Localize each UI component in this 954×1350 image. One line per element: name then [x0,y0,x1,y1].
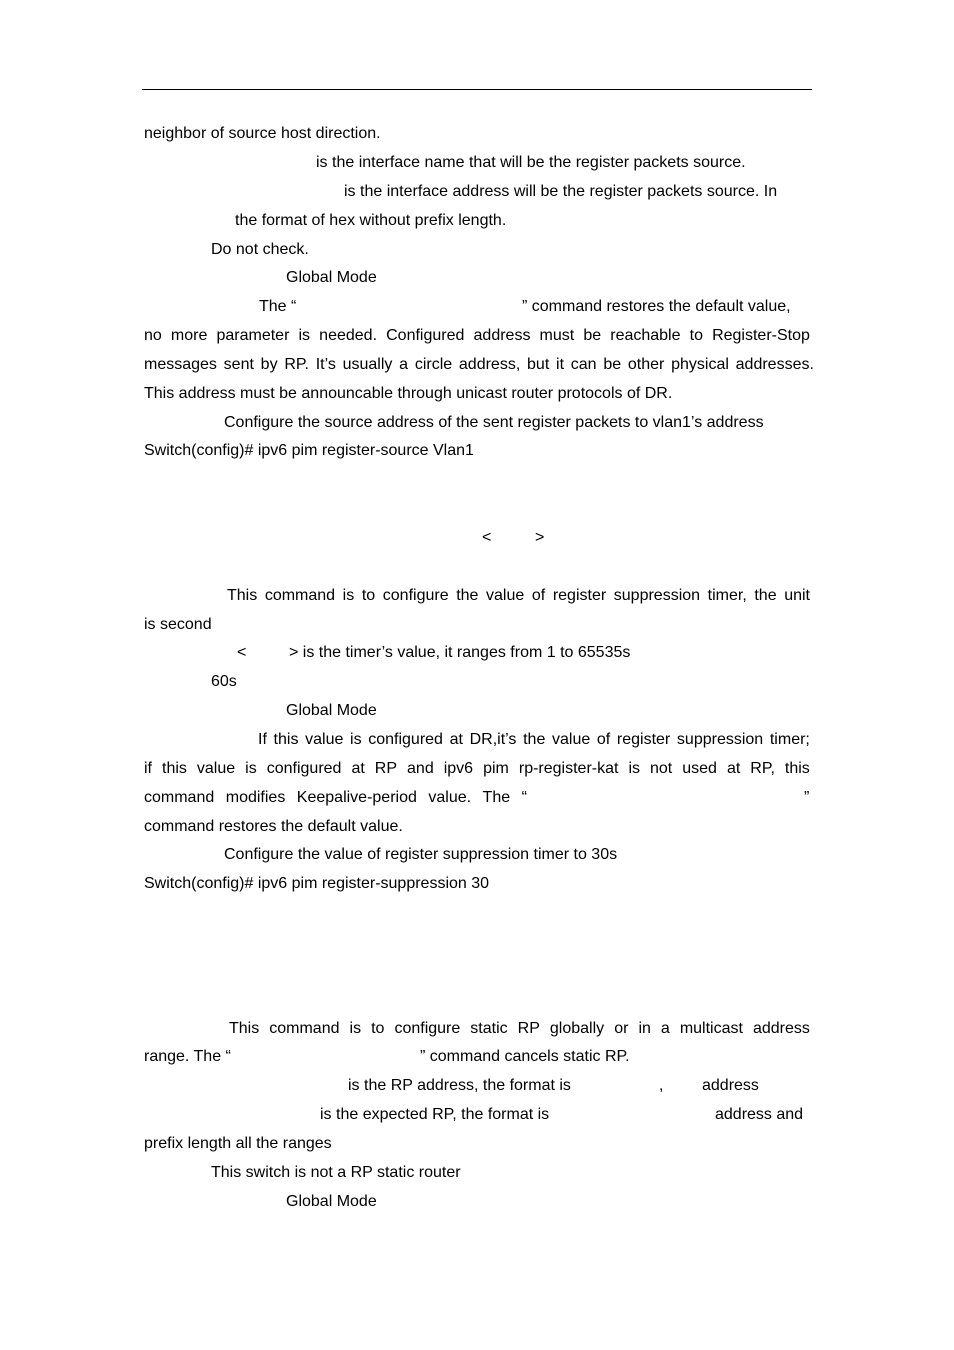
command-mode: Global Mode [286,269,377,286]
example-description: Configure the value of register suppression timer to 30s [224,846,618,863]
word: DR,it’s [469,731,517,748]
example-command: Switch(config)# ipv6 pim register-suppression 30 [144,875,490,892]
word: value [196,760,236,777]
header-rule [142,89,812,90]
example-description: Configure the source address of the sent register packets to vlan1’s address [224,414,764,431]
example-command: Switch(config)# ipv6 pim register-source Vlan1 [144,442,474,459]
word: this [162,760,187,777]
word: circle [414,356,453,373]
word: by [260,356,278,373]
default-value: 60s [211,673,237,690]
word: if [144,760,152,777]
parameter-description: is the interface name that will be the register packets source. [316,154,746,171]
word: register [616,731,671,748]
word: the [523,731,546,748]
parameter-description: > is the timer’s value, it ranges from 1 to 65535s [289,644,631,661]
word: is [349,1020,362,1037]
word: must [539,327,575,344]
word: other [627,356,665,373]
usage-guide-line [144,788,527,808]
usage-guide-line [144,759,810,779]
word: messages [144,356,217,373]
word: timer, [707,587,747,604]
syntax-angle-open: < [482,529,492,546]
word: addresses. [735,356,814,373]
word: suppression [676,731,764,748]
command-mode: Global Mode [286,1193,377,1210]
word: globally [549,1020,605,1037]
word: RP, [750,760,775,777]
word: configured [368,731,443,748]
word: RP. [284,356,309,373]
word: This [229,1020,260,1037]
word: static [470,1020,508,1037]
word: be [603,356,622,373]
word: physical [671,356,729,373]
paragraph-line: neighbor of source host direction. [144,125,381,142]
syntax-angle-close: > [535,529,545,546]
word: and [407,760,434,777]
word: not [650,760,673,777]
parameter-description: prefix length all the ranges [144,1135,332,1152]
word: it [556,356,565,373]
usage-guide-text: This address must be announcable through unicast router protocols of DR. [144,385,673,402]
word: configure [394,1020,461,1037]
word: at [449,731,463,748]
parameter-description: is the expected RP, the format is [320,1106,550,1123]
word: reachable [610,327,681,344]
word: in [638,1020,651,1037]
word: command [144,789,215,806]
usage-guide-line [258,730,810,750]
word: “ [521,789,527,806]
word: RP [374,760,398,777]
default-value: This switch is not a RP static router [211,1164,461,1181]
word: pim [483,760,509,777]
word: a [399,356,409,373]
word: Configured [386,327,465,344]
word: of [596,731,611,748]
word: but [527,356,550,373]
word: be [583,327,602,344]
word: at [351,760,365,777]
word: address, [458,356,521,373]
word: command [264,587,336,604]
word: is [245,760,257,777]
word: at [726,760,741,777]
word: more [170,327,208,344]
usage-guide-line [144,355,814,375]
word: value [486,587,525,604]
word: is [298,327,311,344]
word: rp-register-kat [518,760,619,777]
usage-guide-text: command restores the default value. [144,818,403,835]
word: value [305,731,344,748]
word: is [342,587,355,604]
word: can [570,356,597,373]
usage-guide-close-quote: ” [804,789,810,806]
function-description [227,586,810,606]
word: value. [428,789,472,806]
word: Register-Stop [712,327,810,344]
word: this [784,760,810,777]
parameter-description: address and [715,1106,804,1123]
word: suppression [613,587,701,604]
word: Keepalive-period [296,789,417,806]
word: unit [784,587,810,604]
word: address [473,327,531,344]
word: The [482,789,511,806]
word: register [552,587,607,604]
word: modifies [225,789,286,806]
parameter-description: the format of hex without prefix length. [235,212,507,229]
command-mode: Global Mode [286,702,377,719]
word: parameter [216,327,290,344]
word: used [682,760,717,777]
word: configured [266,760,342,777]
usage-guide-line [144,326,810,346]
word: multicast [679,1020,743,1037]
function-description: ” command cancels static RP. [420,1048,630,1065]
word: RP [517,1020,540,1037]
word: a [660,1020,670,1037]
word: configure [382,587,449,604]
word: command [269,1020,340,1037]
word: address [752,1020,810,1037]
word: sent [223,356,254,373]
word: this [273,731,299,748]
word: This [227,587,258,604]
word: no [144,327,162,344]
word: to [371,1020,385,1037]
function-description: range. The “ [144,1048,231,1065]
word: to [689,327,703,344]
parameter-angle-open: < [237,644,247,661]
word: timer; [769,731,810,748]
word: is [350,731,362,748]
word: the [754,587,777,604]
function-description [229,1019,810,1039]
usage-guide-text: ” command restores the default value, [522,298,791,315]
word: the [456,587,479,604]
parameter-description: address [702,1077,759,1094]
word: of [531,587,546,604]
parameter-description: is the RP address, the format is [348,1077,571,1094]
word: It’s [315,356,336,373]
usage-guide-open-quote: The “ [259,298,297,315]
word: or [614,1020,629,1037]
parameter-separator: , [659,1077,664,1094]
function-description: is second [144,616,212,633]
word: value [552,731,591,748]
word: ipv6 [443,760,474,777]
word: usually [342,356,393,373]
word: If [258,731,267,748]
default-value: Do not check. [211,241,309,258]
word: needed. [319,327,378,344]
parameter-description: is the interface address will be the register packets source. In [344,183,778,200]
word: to [361,587,376,604]
word: is [628,760,640,777]
